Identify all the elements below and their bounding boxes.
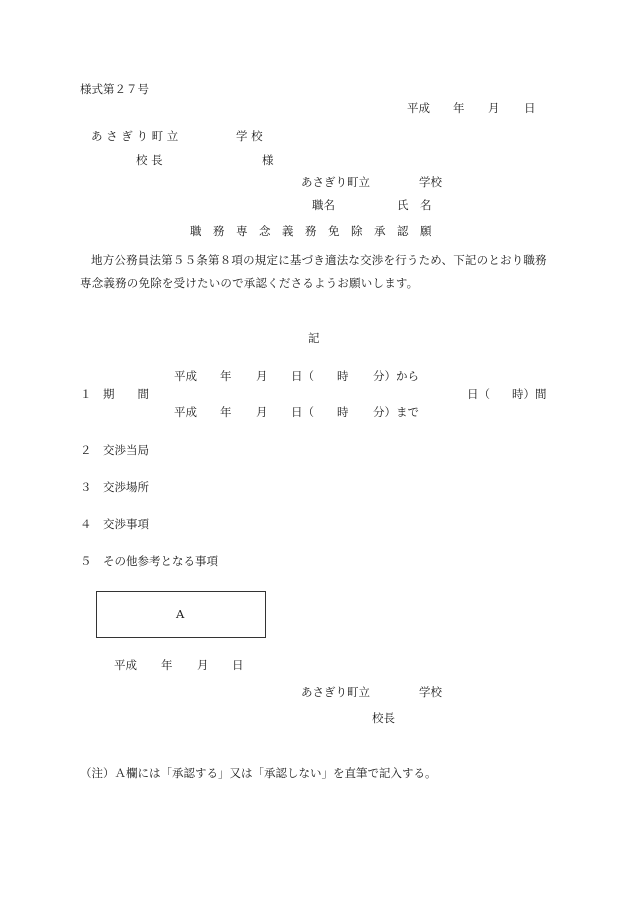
period-total-hour: 時）間: [512, 387, 547, 401]
approver-principal: 校長: [372, 711, 395, 725]
period-num: １: [80, 387, 92, 401]
ki-heading: 記: [308, 331, 320, 345]
period-from-day: 日（: [291, 369, 314, 383]
period-to-year: 年: [220, 405, 232, 419]
applicant-name: 氏 名: [397, 198, 432, 212]
footnote: （注）Ａ欄には「承認する」又は「承認しない」を直筆で記入する。: [80, 766, 437, 780]
approval-date-month: 月: [197, 658, 209, 672]
item2-label: 交渉当局: [103, 443, 149, 457]
approval-date-day: 日: [232, 658, 244, 672]
period-to-era: 平成: [174, 405, 197, 419]
period-from-minute: 分）から: [373, 369, 419, 383]
item4-label: 交渉事項: [103, 517, 149, 531]
period-label: 期 間: [103, 387, 149, 401]
period-to-minute: 分）まで: [373, 405, 419, 419]
body-line-1: 地方公務員法第５５条第８項の規定に基づき適法な交渉を行うため、下記のとおり職務: [91, 253, 547, 267]
period-to-day: 日（: [291, 405, 314, 419]
approval-date-era: 平成: [114, 658, 137, 672]
period-from-month: 月: [256, 369, 268, 383]
approval-box-label: A: [176, 607, 185, 621]
item2-num: ２: [80, 443, 92, 457]
item4-num: ４: [80, 517, 92, 531]
applicant-town: あさぎり町立: [301, 175, 370, 189]
item3-label: 交渉場所: [103, 480, 149, 494]
item5-label: その他参考となる事項: [103, 554, 218, 568]
period-from-year: 年: [220, 369, 232, 383]
item3-num: ３: [80, 480, 92, 494]
header-date-month: 月: [488, 101, 500, 115]
period-to-month: 月: [256, 405, 268, 419]
approval-date-year: 年: [161, 658, 173, 672]
approval-box[interactable]: [96, 591, 266, 638]
addressee-town: あ さ ぎ り 町 立: [91, 129, 179, 143]
header-date-era: 平成: [407, 101, 430, 115]
applicant-position: 職名: [312, 198, 335, 212]
header-date-year: 年: [453, 101, 465, 115]
period-to-hour: 時: [337, 405, 349, 419]
addressee-school: 学 校: [236, 129, 263, 143]
form-number: 様式第２７号: [80, 82, 149, 96]
period-from-hour: 時: [337, 369, 349, 383]
item5-num: ５: [80, 554, 92, 568]
header-date-day: 日: [524, 101, 536, 115]
approver-school: 学校: [419, 685, 442, 699]
applicant-school: 学校: [419, 175, 442, 189]
addressee-honorific: 様: [262, 153, 274, 167]
addressee-principal: 校 長: [136, 153, 163, 167]
period-total-day: 日（: [467, 387, 490, 401]
body-line-2: 専念義務の免除を受けたいので承認くださるようお願いします。: [80, 276, 419, 290]
period-from-era: 平成: [174, 369, 197, 383]
approver-town: あさぎり町立: [301, 685, 370, 699]
document-title: 職 務 専 念 義 務 免 除 承 認 願: [190, 224, 432, 238]
